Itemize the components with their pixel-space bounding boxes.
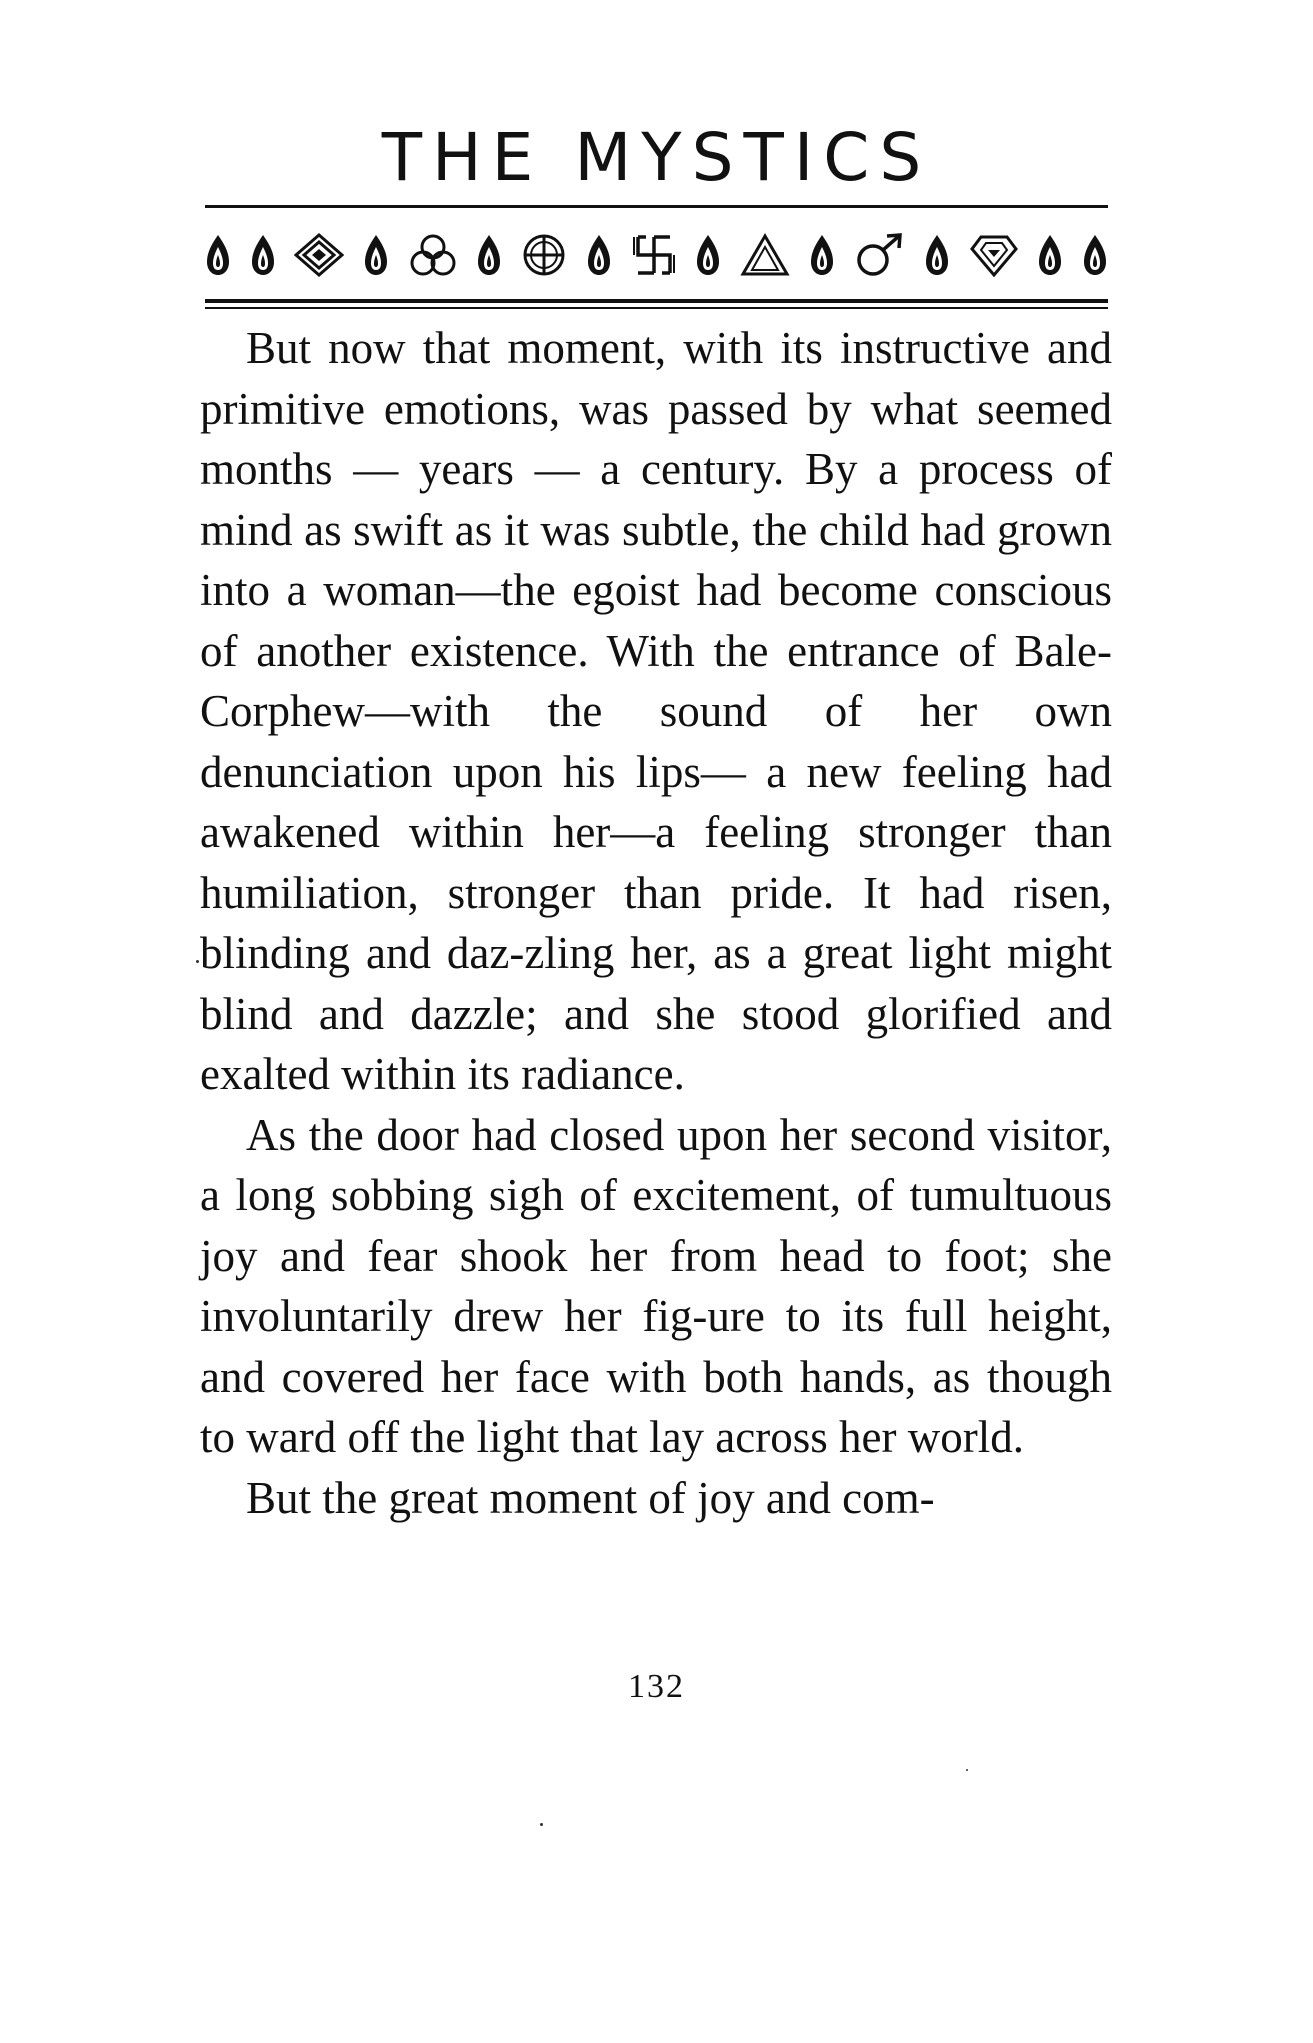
flame-icon <box>250 233 276 277</box>
body-text <box>200 318 1112 1528</box>
ornament-band <box>205 216 1108 294</box>
trefoil-icon <box>408 233 458 277</box>
paragraph: But the great moment of joy and com- <box>246 1472 935 1523</box>
running-head: THE MYSTICS <box>381 119 932 196</box>
mars-icon <box>853 233 905 277</box>
flame-icon <box>586 233 612 277</box>
diamond-icon <box>969 233 1019 277</box>
paragraph: As the door had closed upon her second visitor, a long sobbing sigh of excitement, of tumultuous joy and fear shook her from head to foot; she involuntarily drew her fig-ure to its full height, and covered her face with both hands, as though to ward off the light that lay across her world. <box>200 1109 1112 1462</box>
flame-icon <box>205 233 231 277</box>
flame-icon <box>695 233 721 277</box>
flame-icon <box>924 233 950 277</box>
ink-speck <box>966 1769 968 1771</box>
swastika-icon <box>631 233 677 277</box>
flame-icon <box>476 233 502 277</box>
flame-icon <box>1037 233 1063 277</box>
diamond-icon <box>294 233 344 277</box>
header-rule-top <box>205 205 1108 208</box>
circled-cross-icon <box>521 233 567 277</box>
flame-icon <box>809 233 835 277</box>
ink-speck <box>540 1823 543 1826</box>
flame-icon <box>363 233 389 277</box>
paragraph: But now that moment, with its instructive and primitive emotions, was passed by what seemed months — years — a century. By a process of mind as swift as it was subtle, the child had grown into a woman—the egoist had become conscious of another existence. With the entrance of Bale-Corphew—with the sound of her own denunciation upon his lips— a new feeling had awakened within her—a feeling stronger than humiliation, stronger than pride. It had risen, blinding and daz-zling her, as a great light might blind and dazzle; and she stood glorified and exalted within its radiance. <box>200 323 1112 1099</box>
triangle-icon <box>740 233 790 277</box>
flame-icon <box>1082 233 1108 277</box>
page-number: 132 <box>628 1668 685 1705</box>
ink-speck <box>196 960 199 963</box>
header-rule-bottom <box>205 299 1108 303</box>
header-rule-bottom-thin <box>205 307 1108 309</box>
